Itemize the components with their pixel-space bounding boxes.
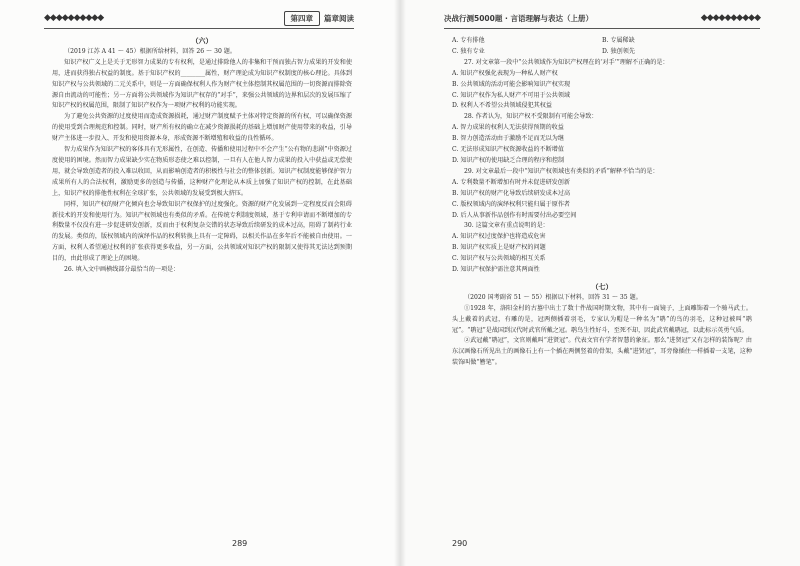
section-title: （六） [191, 36, 213, 45]
option: C. 无法形成知识产权资源收益的不断增值 [452, 146, 564, 154]
option: D. 独创领先 [602, 47, 635, 55]
header-rule [444, 28, 760, 29]
paragraph: 为了避免公共资源的过度使用而造成资源损耗，通过财产制度赋予主体对特定资源的所有权，可以确保资源的使用受到合理规范和控制。同时，财产所有权的确立在减少资源损耗的基础上增加财产使用带来的收益，引导财产主体进一步投入、开发和使用资源本身，形成资源不断增殖和收益的良性循环。 [52, 113, 352, 143]
right-text-block [452, 36, 752, 369]
section-intro: （2019 江苏 A 41 ～ 45）根据所给材料，回答 26 ～ 30 题。 [64, 47, 236, 55]
question-30: 30. 这篇文章有重点说明的是： [464, 222, 549, 230]
book-gutter [394, 0, 406, 566]
page-number: 290 [452, 539, 468, 548]
option: A. 专利数量不断增加有时并未促进研发创新 [452, 178, 570, 186]
option: D. 知识产权的使用缺乏合理的程序和控制 [452, 156, 565, 164]
option: A. 知识产权强化表现为一种私人财产权 [452, 69, 558, 77]
left-text-block [52, 36, 352, 276]
option: B. 专属稀缺 [602, 37, 635, 44]
question-27: 27. 对文章第一段中“公共领域作为知识产权理在的‘对手’”理解不正确的是： [464, 58, 669, 66]
option: D. 后人从事新作品创作有时需要付出必要空间 [452, 211, 577, 219]
header-rule [44, 28, 354, 29]
option: A. 知识产权过度保护也将造成危害 [452, 233, 546, 241]
header-ornament: ◆◆◆◆◆◆◆◆◆◆ [700, 13, 760, 23]
option: C. 知识产权与公共领域的相互关系 [452, 255, 546, 263]
right-page [400, 0, 800, 566]
right-header [444, 10, 760, 26]
question-29: 29. 对文章最后一段中“知识产权领域也有类似的矛盾”解释不恰当的是： [464, 167, 659, 175]
paragraph: ①1928 年，洛阳金村的古墓中出土了数十件战国时期文物，其中有一面镜子，上面雕饰着一个骑马武士。头上戴着的武冠，有雕的是，冠两侧插着羽毛，专家认为帽是一种名为“鹖”的鸟的羽毛，这种冠被叫“鹖冠”。“鹖冠”是战国到汉代时武官所戴之冠。鹖鸟生性好斗，至死不却，因此武官戴鹖冠，以此标示英勇气质。 [452, 304, 752, 334]
option: B. 知识产权的财产化导致后续研发成本过高 [452, 189, 571, 197]
option: D. 知识产权保护需注意其两面性 [452, 266, 540, 274]
left-header [44, 10, 354, 26]
section-title: （七） [591, 281, 613, 291]
option: C. 知识产权作为私人财产不可用于公共领域 [452, 91, 571, 99]
question-26: 26. 填入文中画横线部分最恰当的一项是： [64, 266, 180, 274]
paragraph: 知识产权广义上是关于无形智力成果的专有权利，是通过排除他人的非集和干预而独占智力成果的开发和使用，进而获得独占权益的制度。基于知识产权的________属性，财产理论成为知识产权制度的核心理论。具体到知识产权与公共领域的二元关系中，则是一方面确保权利人作为财产权主体控制其权属范围的一切资源而排除资源自由流动的可能性；另一方面将公共领域作为知识产权存的“对手”，来强公共领域的边界和层次的发展压缩了知识产权的权属范围，限制了知识产权作为一项财产权利的功能实现。 [52, 58, 352, 110]
option: C. 版权领域内的演绎权利只能归属于原作者 [452, 200, 571, 208]
q26-options [452, 36, 752, 58]
section-intro: （2020 国考副省 51 ～ 55）根据以下材料，回答 31 ～ 35 题。 [464, 293, 642, 301]
paragraph: ②武冠戴“鹖冠”，文官则戴叫“进贤冠”。代表文官有学者智慧的象征。那么“进贤冠”又有怎样的装饰呢？由东汉画像石所见出土的画像石上有一个插在两侧竖着的骨架，头戴“进贤冠”，耳旁像插住一样插着一支笔，这种装饰叫做“簪笔”。 [452, 337, 752, 367]
option: D. 权利人不希望公共领域侵犯其权益 [452, 102, 552, 110]
option: A. 专有排他 [452, 37, 485, 44]
page-number: 289 [232, 539, 248, 548]
chapter-label: 第四章 [284, 11, 321, 26]
question-28: 28. 作者认为，知识产权不受限制有可能会导致： [464, 113, 598, 121]
paragraph: 同样，知识产权的财产化倾向也会导致知识产权保护的过度强化。资源的财产化发展到一定程度反而会阻碍新技术的开发和使用行为。知识产权领域也有类似的矛盾。在传统专利制度领域，基于专利申请而不断增加的专利数量不仅没有进一步促进研发创新，反而由于权利复杂交错的状态导致后续研发的成本过高，阻碍了制药行业的发展。类似的，版权领域内的演绎作品的权利转换上具有一定障碍，以相关作品在多年后不能被自由使用。一方面，权利人希望通过权利的扩张获得更多收益，另一方面，公共领域对知识产权的限制又使得其无法达到预期目的，由此形成了理论上的困境。 [52, 200, 352, 263]
option: C. 独有专业 [452, 47, 485, 55]
chapter-title: 篇章阅读 [324, 13, 354, 23]
book-title: 决战行测5000题 · 言语理解与表达（上册） [444, 13, 593, 23]
paragraph: 智力成果作为知识产权的客体具有无形属性，在创造、传播和使用过程中不会产生“公有物的悲剧”中资源过度使用的困境。然而智力成果缺少实在物质形态使之难以控制，一旦有人在他人智力成果的投入中获益或无偿使用，就会导致创造者的投入难以收回，从而影响创造者的积极性与社会的整体创新。知识产权制度能够保护智力成果所有人的合法权利，激励更多的创造与传播，这种财产化理论从本质上加强了知识产权的控制，在此基础上，知识产权的排他性权利在全球扩张，公共领域的发展受到极大挤压。 [52, 146, 352, 197]
option: A. 智力成果的权利人无法获得预期的收益 [452, 124, 564, 132]
header-ornament: ◆◆◆◆◆◆◆◆◆◆ [44, 13, 104, 23]
option: B. 知识产权实质上是财产权的问题 [452, 244, 546, 252]
option: B. 智力创造活动由于激励不足而无以为继 [452, 135, 564, 143]
option: B. 公共领域的活动可能会影响知识产权实现 [452, 80, 571, 88]
